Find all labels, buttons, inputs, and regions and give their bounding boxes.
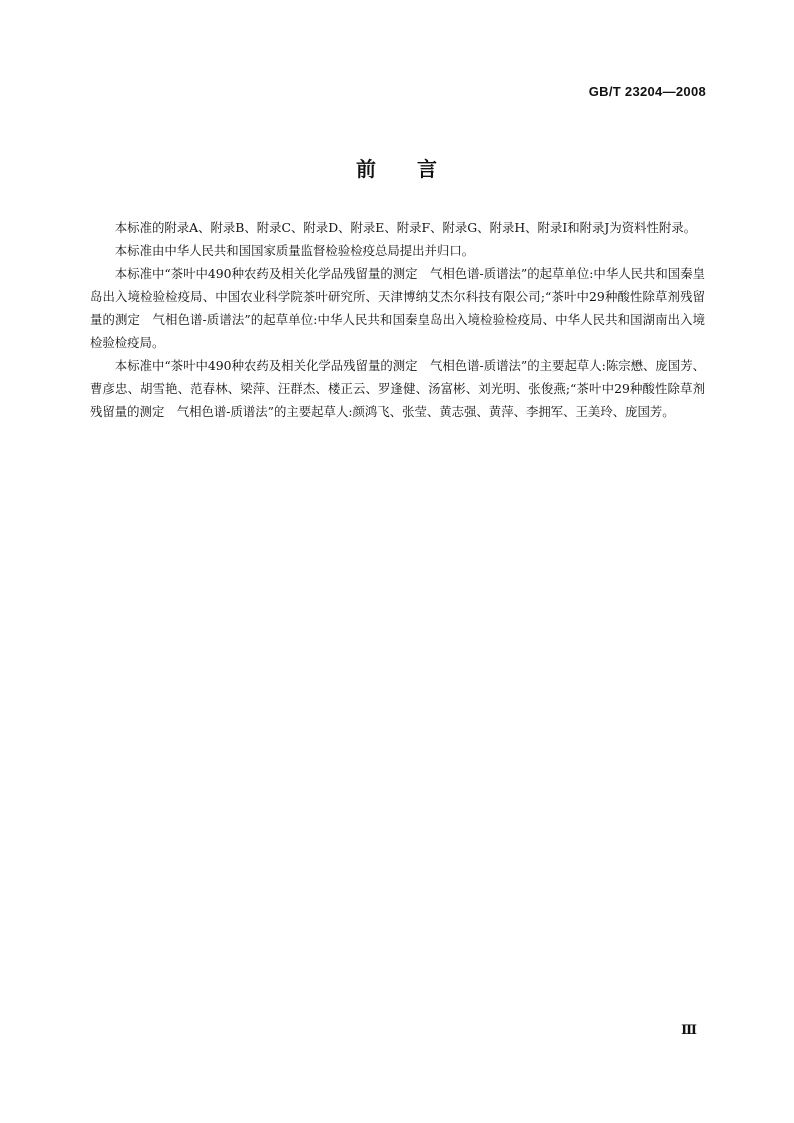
foreword-body <box>90 216 705 423</box>
title-char-2: 言 <box>417 157 438 181</box>
standard-number: GB/T 23204—2008 <box>588 84 706 99</box>
paragraph-drafters: 本标准中“茶叶中490种农药及相关化学品残留量的测定 气相色谱-质谱法”的主要起草人:陈宗懋、庞国芳、曹彦忠、胡雪艳、范春林、梁萍、汪群杰、楼正云、罗逢健、汤富彬、刘光明、张俊燕;“茶叶中29种酸性除草剂残留量的测定 气相色谱-质谱法”的主要起草人:颜鸿飞、张莹、黄志强、黄萍、李拥军、王美玲、庞国芳。 <box>90 358 705 419</box>
paragraph-proposer: 本标准由中华人民共和国国家质量监督检验检疫总局提出并归口。 <box>114 243 475 258</box>
page-title <box>0 153 794 182</box>
paragraph-appendix: 本标准的附录A、附录B、附录C、附录D、附录E、附录F、附录G、附录H、附录I和附录J为资料性附录。 <box>114 220 697 235</box>
page-number: Ⅲ <box>681 1022 697 1037</box>
paragraph-drafting-units: 本标准中“茶叶中490种农药及相关化学品残留量的测定 气相色谱-质谱法”的起草单位:中华人民共和国秦皇岛出入境检验检疫局、中国农业科学院茶叶研究所、天津博纳艾杰尔科技有限公司;“茶叶中29种酸性除草剂残留量的测定 气相色谱-质谱法”的起草单位:中华人民共和国秦皇岛出入境检验检疫局、中华人民共和国湖南出入境检验检疫局。 <box>90 266 705 350</box>
title-char-1: 前 <box>356 157 377 181</box>
